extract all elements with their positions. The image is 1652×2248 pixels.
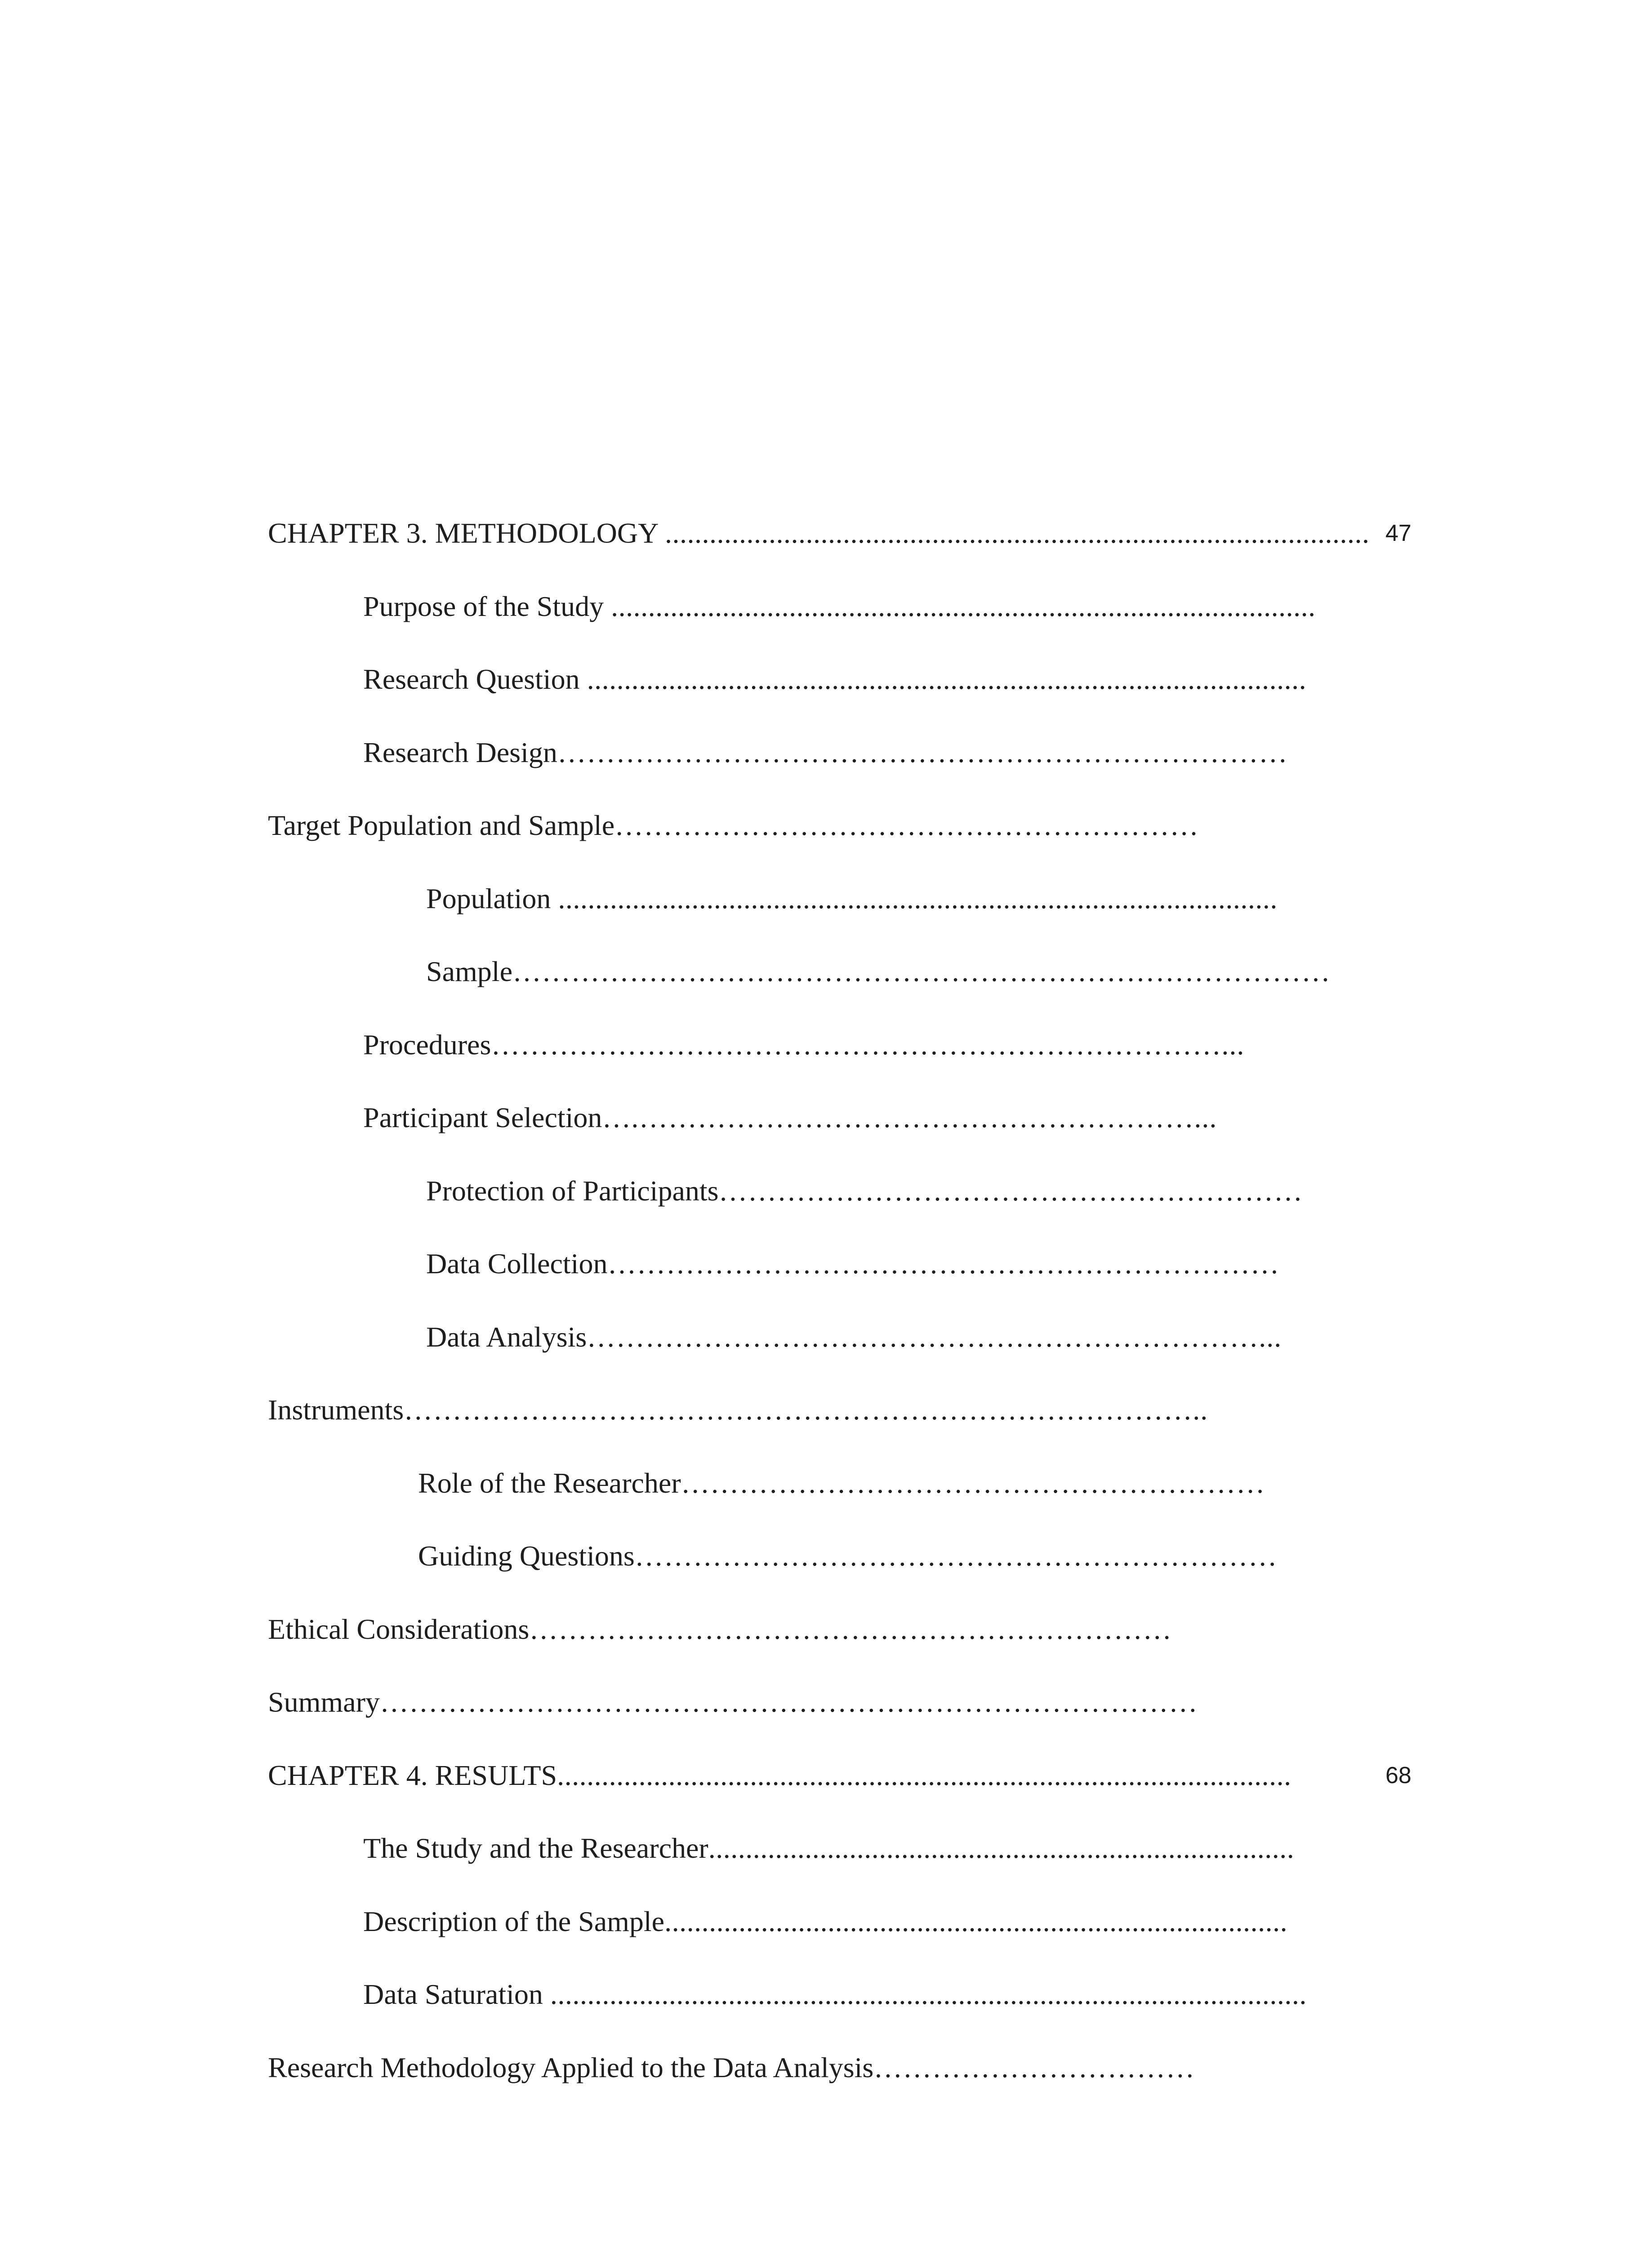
toc-entry-chapter-3	[0, 497, 1652, 570]
toc-leader-dots: ......................................................................................................	[550, 1978, 1307, 2010]
toc-page-number: 47	[1385, 520, 1412, 546]
toc-entry-title: Target Population and Sample	[268, 809, 615, 841]
toc-entry-title: Purpose of the Study	[363, 590, 611, 622]
toc-leader-dots: .................................................................................................	[587, 663, 1307, 695]
toc-entry-title: Role of the Researcher	[418, 1467, 681, 1499]
toc-entry-research-design	[0, 716, 1652, 789]
toc-leader-dots: …………………………………………………………………	[557, 736, 1288, 768]
toc-entry-title: Summary	[268, 1686, 380, 1718]
toc-entry-title: Data Analysis	[426, 1320, 587, 1353]
toc-leader-dots: ……………………………………………………………	[607, 1248, 1280, 1280]
toc-entry-chapter-4	[0, 1739, 1652, 1812]
toc-entry-participant-selection	[0, 1081, 1652, 1155]
toc-page-number: 68	[1385, 1762, 1412, 1789]
toc-leader-dots: ...................................................................................................	[557, 1759, 1291, 1791]
toc-entry-title: Population	[426, 882, 558, 914]
toc-leader-dots: …………………………………………………………	[634, 1540, 1278, 1572]
toc-leader-dots: .................................................................................................	[558, 882, 1278, 914]
toc-entry-population	[0, 862, 1652, 936]
toc-leader-dots: ……………………………	[873, 2051, 1195, 2083]
toc-entry-the-study-and-the-researcher	[0, 1812, 1652, 1885]
toc-leader-dots: …………………………………………………………………………	[512, 955, 1331, 987]
toc-entry-research-question	[0, 643, 1652, 716]
toc-leader-dots: …………………………………………………………	[529, 1613, 1172, 1645]
toc-entry-title: CHAPTER 3. METHODOLOGY	[268, 517, 665, 549]
toc-entry-title: Research Design	[363, 736, 557, 768]
toc-entry-guiding-questions	[0, 1520, 1652, 1593]
toc-entry-title: Data Saturation	[363, 1978, 550, 2010]
toc-entry-instruments	[0, 1374, 1652, 1447]
toc-leader-dots: ....................................................................................	[664, 1905, 1288, 1937]
toc-entry-title: Data Collection	[426, 1248, 608, 1280]
toc-leader-dots: ……………………………………………………	[614, 809, 1199, 841]
toc-entry-title: Instruments	[268, 1394, 404, 1426]
toc-leader-dots: ...............................................................................	[708, 1832, 1295, 1864]
table-of-contents	[0, 497, 1652, 2104]
toc-entry-target-population-and-sample	[0, 789, 1652, 862]
toc-entry-title: Sample	[426, 955, 512, 987]
toc-entry-purpose-of-the-study	[0, 570, 1652, 643]
toc-entry-description-of-the-sample	[0, 1885, 1652, 1958]
toc-entry-data-collection	[0, 1227, 1652, 1301]
toc-entry-title: Participant Selection	[363, 1102, 602, 1133]
toc-entry-role-of-the-researcher	[0, 1447, 1652, 1520]
toc-entry-title: Procedures	[363, 1028, 491, 1061]
toc-leader-dots: ………………………………………………………………………..	[404, 1394, 1208, 1426]
toc-leader-dots: …………………………………………………………………………	[379, 1686, 1198, 1718]
toc-leader-dots: ……………………………………………………………...	[587, 1320, 1282, 1353]
toc-entry-data-saturation	[0, 1958, 1652, 2031]
toc-entry-title: Guiding Questions	[418, 1540, 635, 1572]
toc-entry-title: Research Methodology Applied to the Data Analysis	[268, 2051, 874, 2083]
toc-entry-ethical-considerations	[0, 1593, 1652, 1666]
toc-entry-research-methodology-applied	[0, 2031, 1652, 2105]
toc-entry-summary	[0, 1666, 1652, 1739]
toc-leader-dots: ...............................................................................................	[611, 590, 1316, 622]
toc-entry-title: The Study and the Researcher	[363, 1832, 708, 1864]
toc-entry-title: Description of the Sample	[363, 1905, 665, 1937]
toc-entry-title: Protection of Participants	[426, 1174, 719, 1207]
toc-leader-dots: ….…………………………………………………...	[602, 1102, 1217, 1133]
toc-entry-title: Ethical Considerations	[268, 1613, 530, 1645]
toc-entry-title: CHAPTER 4. RESULTS	[268, 1759, 557, 1791]
toc-entry-protection-of-participants	[0, 1155, 1652, 1228]
toc-leader-dots: ...............................................................................................	[664, 517, 1370, 549]
toc-entry-procedures	[0, 1008, 1652, 1082]
toc-entry-title: Research Question	[363, 663, 587, 695]
toc-leader-dots: ……………………………………………………	[681, 1467, 1265, 1499]
toc-entry-sample	[0, 935, 1652, 1008]
toc-leader-dots: ……………………………………………………	[718, 1174, 1303, 1207]
toc-entry-data-analysis	[0, 1301, 1652, 1374]
toc-leader-dots: …………………………………………………………………...	[491, 1028, 1245, 1061]
